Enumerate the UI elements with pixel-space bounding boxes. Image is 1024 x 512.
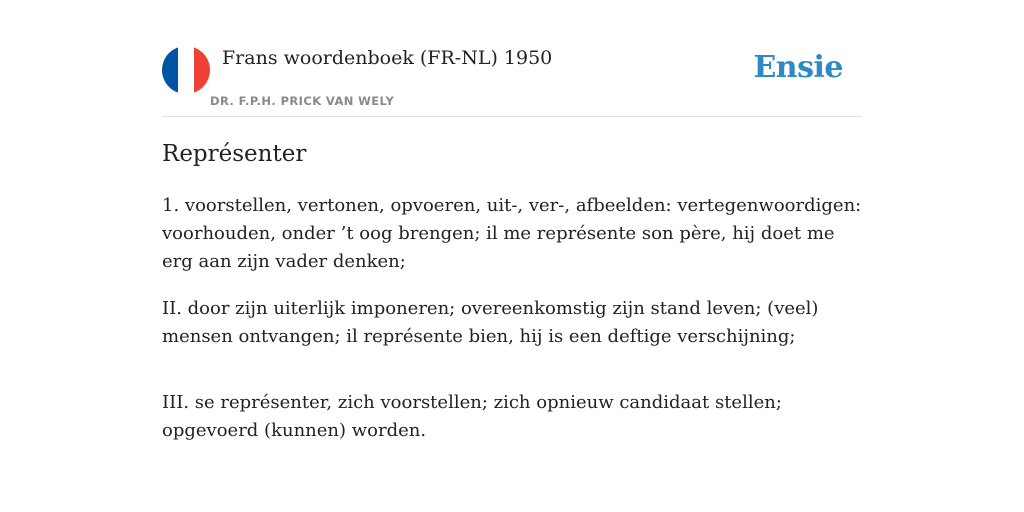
dictionary-header bbox=[162, 40, 862, 117]
entry-sense-1: 1. voorstellen, vertonen, opvoeren, uit-, ver-, afbeelden: vertegenwoordigen: voorhouden, onder ’t oog brengen; il me représente son père, hij doet me erg aan zijn vader denken; bbox=[162, 195, 862, 272]
dictionary-title[interactable]: Frans woordenboek (FR-NL) 1950 bbox=[222, 47, 553, 69]
entry-sense-2: II. door zijn uiterlijk imponeren; overeenkomstig zijn stand leven; (veel) mensen ontvangen; il représente bien, hij is een deftige verschijning; bbox=[162, 298, 819, 347]
france-flag-icon bbox=[162, 46, 210, 94]
flag-stripe-white bbox=[178, 46, 194, 94]
dictionary-author: DR. F.P.H. PRICK VAN WELY bbox=[210, 94, 395, 108]
entry-content bbox=[162, 138, 862, 464]
flag-stripe-red bbox=[194, 46, 210, 94]
ensie-logo[interactable]: Ensie bbox=[753, 50, 843, 85]
flag-stripe-blue bbox=[162, 46, 178, 94]
entry-sense-3: III. se représenter, zich voorstellen; zich opnieuw candidaat stellen; opgevoerd (kunnen) worden. bbox=[162, 392, 782, 441]
entry-headword: Représenter bbox=[162, 141, 307, 167]
